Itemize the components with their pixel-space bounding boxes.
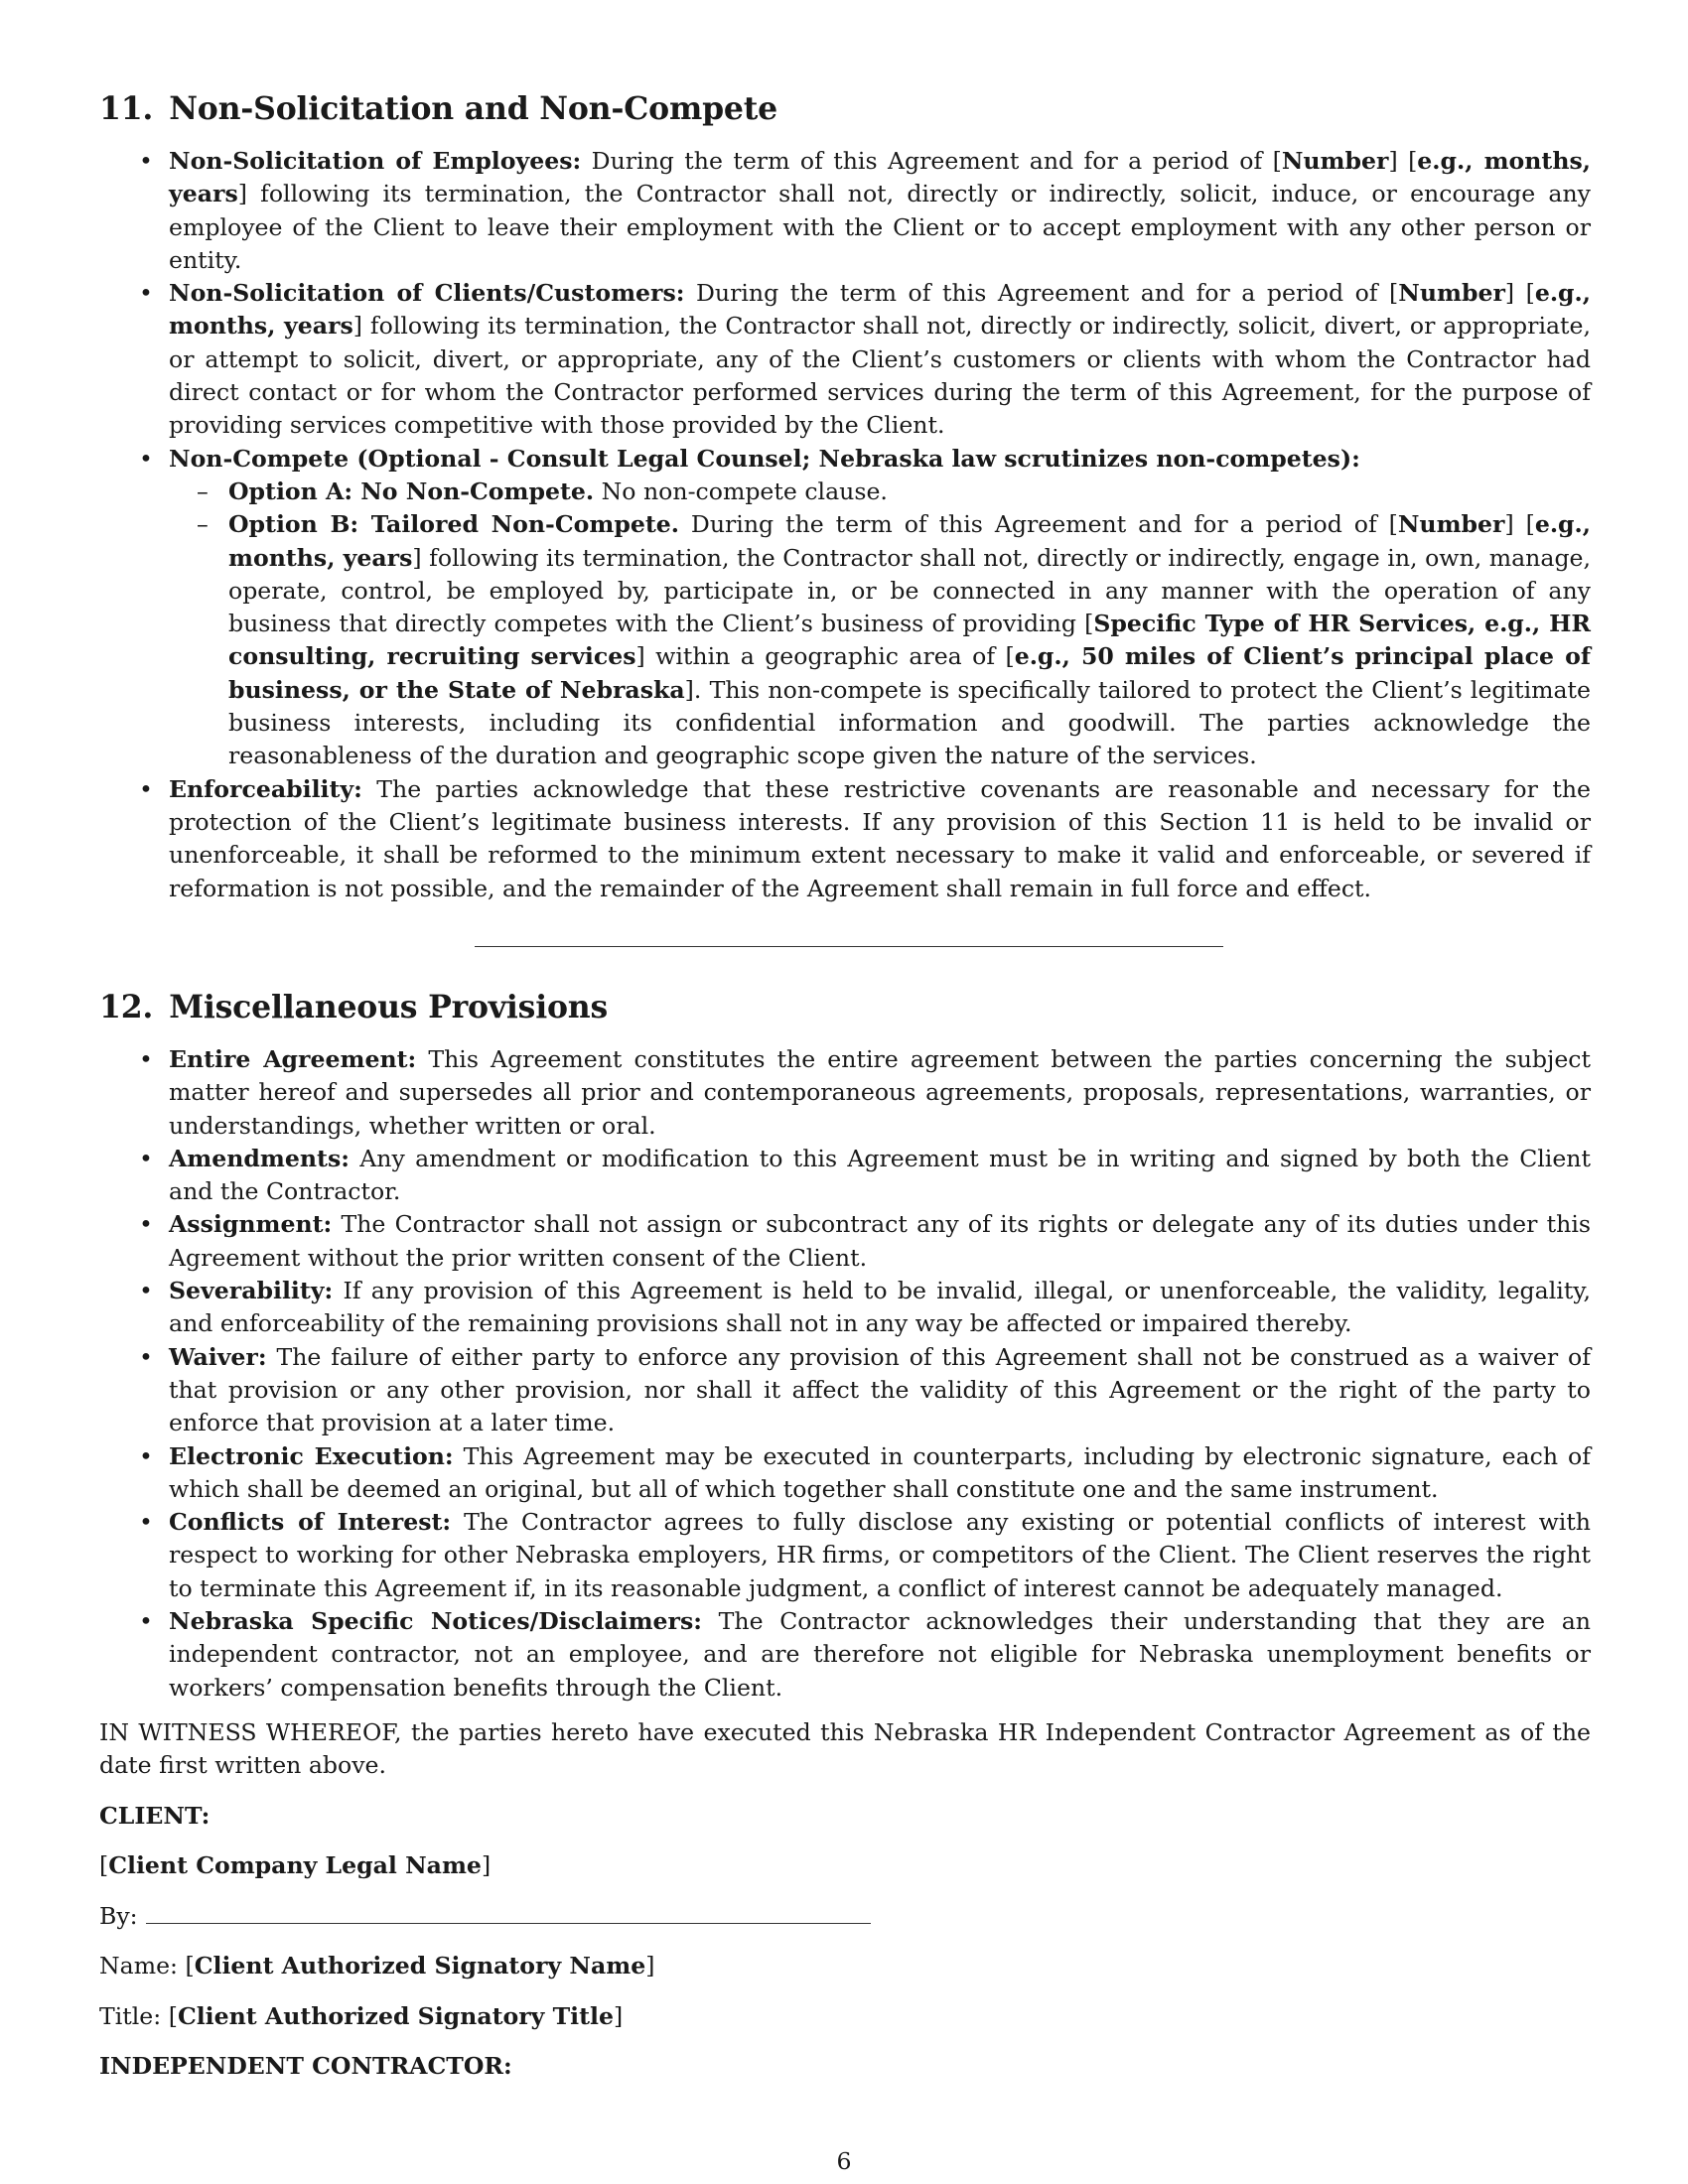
- list-item-non-solicitation-employees: [99, 145, 1591, 277]
- item-label: Electronic Execution:: [169, 1441, 454, 1470]
- contractor-heading-text: INDEPENDENT CONTRACTOR:: [99, 2052, 512, 2081]
- list-item: [99, 1440, 1591, 1507]
- placeholder-text: e.g., months, years: [228, 510, 1591, 572]
- item-text: Any amendment or modification to this Agreement must be in writing and signed by both the Client and the Contractor.: [169, 1144, 1591, 1206]
- option-text: During the term of this Agreement and for a period of [: [678, 510, 1398, 539]
- title-label: Title: [: [99, 2001, 178, 2030]
- title-placeholder: Client Authorized Signatory Title: [177, 2001, 615, 2030]
- list-item: [99, 1506, 1591, 1605]
- bullet-icon: •: [139, 147, 153, 175]
- bullet-icon: •: [139, 1144, 153, 1172]
- witness-paragraph: IN WITNESS WHEREOF, the parties hereto have executed this Nebraska HR Independent Contractor Agreement as of the date first written above.: [99, 1717, 1591, 1780]
- section-number: 12.: [99, 989, 154, 1025]
- item-text: ] [: [1504, 279, 1535, 308]
- bracket: ]: [614, 2001, 624, 2030]
- list-item: [99, 1143, 1591, 1209]
- contractor-heading: [99, 2050, 1591, 2083]
- section-title: Miscellaneous Provisions: [169, 989, 609, 1025]
- option-text: ] [: [1504, 510, 1535, 539]
- bullet-icon: •: [139, 1441, 153, 1470]
- list-item: [99, 1275, 1591, 1341]
- item-text: The Contractor acknowledges their understanding that they are an independent contractor, not an employee, and are therefore not eligible for Nebraska unemployment benefits or workers’ compensation benefits through the Client.: [169, 1607, 1591, 1702]
- section-number: 11.: [99, 90, 154, 127]
- section-11: [99, 87, 1591, 905]
- item-text: This Agreement may be executed in counterparts, including by electronic signature, each of which shall be deemed an original, but all of which together shall constitute one and the same instrument.: [169, 1441, 1591, 1503]
- bullet-icon: •: [139, 444, 153, 473]
- item-label: Enforceability:: [169, 774, 362, 803]
- item-text: ] following its termination, the Contractor shall not, directly or indirectly, solicit, induce, or encourage any employee of the Client to leave their employment with the Client or to accept employment with any other person or entity.: [169, 180, 1591, 274]
- bullet-icon: •: [139, 1508, 153, 1537]
- section-12-heading: [99, 986, 1591, 1029]
- name-label: Name: [: [99, 1952, 195, 1980]
- option-text: No non-compete clause.: [594, 477, 888, 505]
- non-compete-options: [169, 476, 1591, 773]
- list-item-non-solicitation-clients: [99, 277, 1591, 442]
- item-text: ] [: [1388, 147, 1418, 175]
- list-item: [99, 1341, 1591, 1440]
- item-label: Assignment:: [169, 1210, 333, 1239]
- bullet-icon: •: [139, 1210, 153, 1239]
- placeholder-text: Number: [1281, 147, 1389, 175]
- item-label: Non-Solicitation of Clients/Customers:: [169, 279, 685, 308]
- option-text: ] within a geographic area of [: [635, 642, 1015, 671]
- bracket: [: [99, 1850, 109, 1879]
- option-a: [169, 476, 1591, 508]
- by-label: By:: [99, 1902, 138, 1931]
- bullet-icon: •: [139, 1607, 153, 1636]
- bracket: ]: [645, 1952, 655, 1980]
- item-label: Non-Solicitation of Employees:: [169, 147, 582, 175]
- placeholder-text: Specific Type of HR Services, e.g., HR consulting, recruiting services: [228, 610, 1591, 671]
- placeholder-text: e.g., months, years: [169, 279, 1591, 341]
- option-label: Option A: No Non-Compete.: [228, 477, 595, 505]
- bullet-icon: •: [139, 1342, 153, 1371]
- section-divider: [475, 946, 1223, 947]
- list-item: [99, 1043, 1591, 1143]
- by-line: [99, 1899, 1591, 1933]
- client-heading: [99, 1800, 1591, 1833]
- bullet-icon: •: [139, 279, 153, 308]
- client-company-name: [99, 1849, 1591, 1882]
- option-b: [169, 508, 1591, 772]
- item-text: If any provision of this Agreement is held to be invalid, illegal, or unenforceable, the validity, legality, and enforceability of the remaining provisions shall not in any way be affected or impaired thereby.: [169, 1277, 1591, 1338]
- bullet-icon: •: [139, 1277, 153, 1305]
- placeholder-text: e.g., 50 miles of Client’s principal place of business, or the State of Nebraska: [228, 642, 1591, 704]
- document-page: [99, 87, 1591, 2103]
- list-item-non-compete: [99, 443, 1591, 773]
- client-heading-text: CLIENT:: [99, 1801, 211, 1830]
- section-11-heading: [99, 87, 1591, 131]
- page-number: 6: [836, 2147, 852, 2175]
- section-12: [99, 986, 1591, 2083]
- item-text: ] following its termination, the Contractor shall not, directly or indirectly, solicit, divert, or appropriate, or attempt to solicit, divert, or appropriate, any of the Client’s customers or clients with whom the Contractor had direct contact or for whom the Contractor performed services during the term of this Agreement, for the purpose of providing services competitive with those provided by the Client.: [169, 312, 1591, 440]
- item-text: This Agreement constitutes the entire agreement between the parties concerning the subject matter hereof and supersedes all prior and contemporaneous agreements, proposals, representations, warranties, or understandings, whether written or oral.: [169, 1045, 1591, 1140]
- bullet-icon: •: [139, 1045, 153, 1073]
- dash-icon: –: [197, 510, 209, 539]
- item-label: Non-Compete (Optional - Consult Legal Counsel; Nebraska law scrutinizes non-competes):: [169, 444, 1360, 473]
- section-11-list: [99, 145, 1591, 905]
- placeholder-text: Number: [1398, 279, 1505, 308]
- name-line: [99, 1950, 1591, 1982]
- title-line: [99, 2000, 1591, 2033]
- dash-icon: –: [197, 477, 209, 505]
- signature-line[interactable]: [146, 1899, 871, 1924]
- item-text: During the term of this Agreement and for a period of [: [684, 279, 1399, 308]
- item-text: The failure of either party to enforce any provision of this Agreement shall not be construed as a waiver of that provision or any other provision, nor shall it affect the validity of this Agreement or the right of the party to enforce that provision at a later time.: [169, 1342, 1591, 1437]
- item-label: Severability:: [169, 1277, 334, 1305]
- option-text: ] following its termination, the Contractor shall not, directly or indirectly, engage in, own, manage, operate, control, be employed by, participate in, or be connected in any manner with the operation of any business that directly competes with the Client’s business of providing [: [228, 543, 1592, 638]
- item-text: The Contractor shall not assign or subcontract any of its rights or delegate any of its duties under this Agreement without the prior written consent of the Client.: [169, 1210, 1591, 1272]
- name-placeholder: Client Authorized Signatory Name: [194, 1952, 646, 1980]
- item-label: Waiver:: [169, 1342, 267, 1371]
- item-text: The parties acknowledge that these restrictive covenants are reasonable and necessary for the protection of the Client’s legitimate business interests. If any provision of this Section 11 is held to be invalid or unenforceable, it shall be reformed to the minimum extent necessary to make it valid and enforceable, or severed if reformation is not possible, and the remainder of the Agreement shall remain in full force and effect.: [169, 774, 1591, 902]
- option-label: Option B: Tailored Non-Compete.: [228, 510, 679, 539]
- item-label: Entire Agreement:: [169, 1045, 417, 1073]
- bullet-icon: •: [139, 774, 153, 803]
- section-12-list: [99, 1043, 1591, 1705]
- bracket: ]: [481, 1850, 492, 1879]
- placeholder-text: Number: [1397, 510, 1505, 539]
- list-item-enforceability: [99, 773, 1591, 905]
- item-label: Conflicts of Interest:: [169, 1508, 452, 1537]
- client-name-placeholder: Client Company Legal Name: [108, 1850, 482, 1879]
- placeholder-text: e.g., months, years: [169, 147, 1591, 208]
- list-item: [99, 1208, 1591, 1275]
- item-text: During the term of this Agreement and for a period of [: [581, 147, 1282, 175]
- section-title: Non-Solicitation and Non-Compete: [169, 90, 777, 127]
- option-text: ]. This non-compete is specifically tailored to protect the Client’s legitimate business interests, including its confidential information and goodwill. The parties acknowledge the reasonableness of the duration and geographic scope given the nature of the services.: [228, 675, 1591, 770]
- item-label: Amendments:: [169, 1144, 350, 1172]
- item-label: Nebraska Specific Notices/Disclaimers:: [169, 1607, 702, 1636]
- item-text: The Contractor agrees to fully disclose any existing or potential conflicts of interest with respect to working for other Nebraska employers, HR firms, or competitors of the Client. The Client reserves the right to terminate this Agreement if, in its reasonable judgment, a conflict of interest cannot be adequately managed.: [169, 1508, 1591, 1602]
- list-item: [99, 1605, 1591, 1705]
